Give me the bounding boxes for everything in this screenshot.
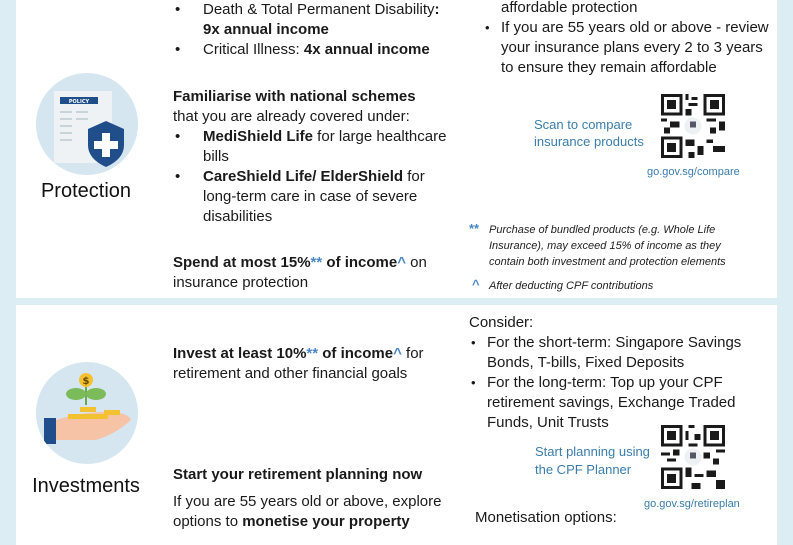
tip-fragment: affordable protection <box>501 0 638 16</box>
footnotes <box>469 221 759 294</box>
footnote-mark: ^ <box>393 345 402 362</box>
protection-label: Protection <box>40 180 132 202</box>
invest-bold: of income <box>318 345 394 362</box>
review-tips <box>483 0 773 78</box>
consider-item: • For the short-term: Singapore Savings Bonds, T-bills, Fixed Deposits <box>469 333 769 373</box>
footnote-text: Purchase of bundled products (e.g. Whole Life Insurance), may exceed 15% of income as they contain both investment and protection elements <box>489 224 726 268</box>
monetise-property-emphasis: monetise your property <box>242 513 410 530</box>
scheme-desc: for long-term care in case of severe disabilities <box>203 168 425 225</box>
footnote-mark: ** <box>469 221 480 236</box>
coverage-item <box>173 0 453 40</box>
scheme-item <box>173 127 453 167</box>
consider-list <box>469 313 769 433</box>
invest-guideline <box>173 344 453 384</box>
spend-bold: of income <box>322 254 398 271</box>
retirement-heading: Start your retirement planning now <box>173 466 423 483</box>
footnote-mark: ^ <box>472 277 480 292</box>
coverage-value: 4x annual income <box>303 41 430 58</box>
compare-qr-url[interactable]: go.gov.sg/compare <box>647 166 740 178</box>
footnote-text: After deducting CPF contributions <box>489 280 654 292</box>
coverage-list <box>173 0 453 60</box>
monetisation-label: Monetisation options: <box>475 509 617 526</box>
invest-text: for retirement and other financial goals <box>173 345 424 382</box>
cpf-planner-qr-url[interactable]: go.gov.sg/retireplan <box>644 498 740 510</box>
coverage-text: Death & Total Permanent Disability <box>203 1 435 18</box>
coverage-item <box>173 40 453 60</box>
protection-section <box>16 0 777 298</box>
coverage-value: : 9x annual income <box>203 1 440 38</box>
policy-shield-icon <box>36 73 138 175</box>
cpf-planner-caption: Start planning using the CPF Planner <box>535 444 650 477</box>
consider-item: • For the long-term: Top up your CPF retirement savings, Exchange Traded Funds, Unit Trusts <box>469 373 769 433</box>
coverage-text: Critical Illness: <box>203 41 304 58</box>
svg-text:$: $ <box>82 376 90 387</box>
tip-item: • If you are 55 years old or above - review your insurance plans every 2 to 3 years to ensure they remain affordable <box>483 18 773 78</box>
spend-text: on insurance protection <box>173 254 427 291</box>
footnote-item <box>469 221 759 270</box>
retirement-text <box>173 492 463 532</box>
schemes-subheading: that you are already covered under: <box>173 108 410 125</box>
consider-label: Consider: <box>469 314 534 331</box>
investments-section <box>16 305 777 545</box>
footnote-mark: ** <box>306 345 319 362</box>
retirement-desc: If you are 55 years old or above, explore options to <box>173 493 442 530</box>
spend-bold: Spend at most 15% <box>173 254 311 271</box>
national-schemes <box>173 87 453 227</box>
footnote-item <box>472 277 759 294</box>
cpf-planner-qr-code[interactable] <box>661 425 725 489</box>
investments-label: Investments <box>32 475 140 497</box>
compare-qr-caption: Scan to compare insurance products <box>534 117 644 149</box>
scheme-name: MediShield Life <box>203 128 314 145</box>
hand-coins-plant-icon <box>36 362 138 464</box>
compare-qr-code[interactable] <box>661 94 725 158</box>
footnote-mark: ^ <box>397 254 407 271</box>
svg-text:POLICY: POLICY <box>68 99 90 105</box>
invest-bold: Invest at least 10% <box>173 345 307 362</box>
schemes-heading: Familiarise with national schemes <box>173 88 416 105</box>
scheme-desc: for large healthcare bills <box>203 128 447 165</box>
scheme-item <box>173 167 453 227</box>
spend-guideline <box>173 253 453 293</box>
footnote-mark: ** <box>310 254 323 271</box>
scheme-name: CareShield Life/ ElderShield <box>203 168 404 185</box>
